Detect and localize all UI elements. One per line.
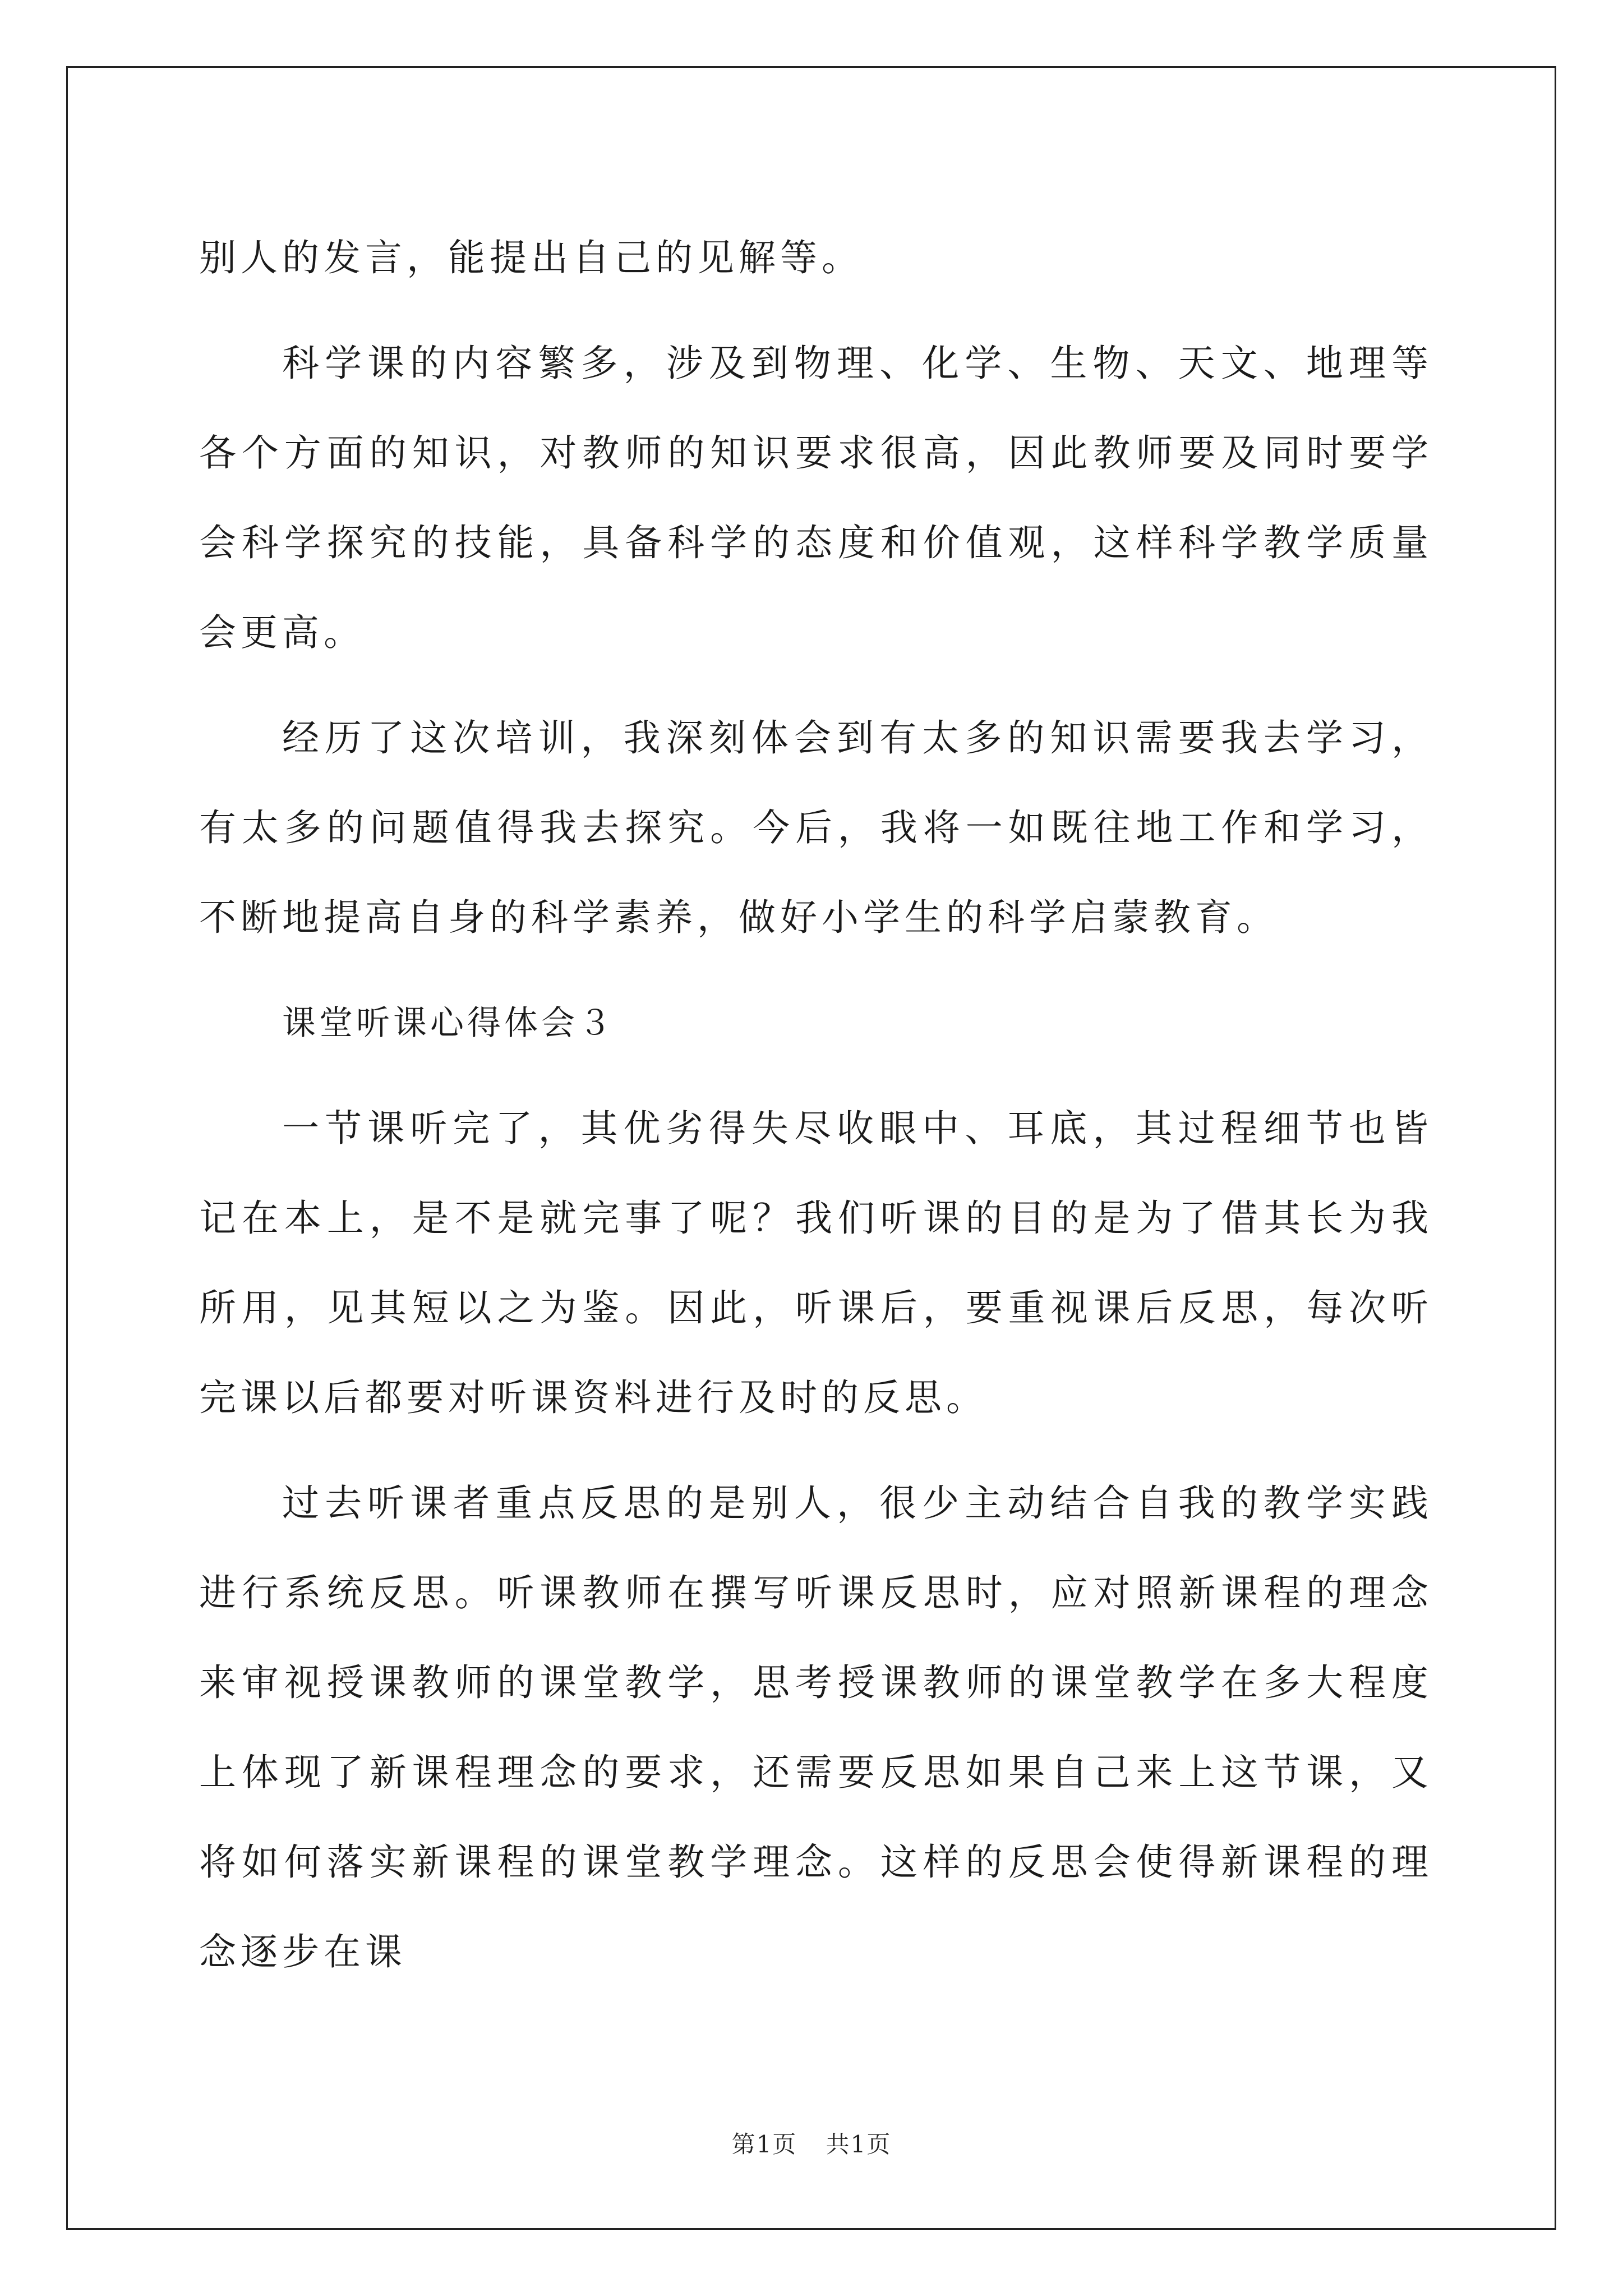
paragraph: 科学课的内容繁多，涉及到物理、化学、生物、天文、地理等各个方面的知识，对教师的知识要求很高，因此教师要及同时要学会科学探究的技能，具备科学的态度和价值观，这样科学教学质量会更高。	[199, 342, 1433, 654]
paragraph: 过去听课者重点反思的是别人，很少主动结合自我的教学实践进行系统反思。听课教师在撰写听课反思时，应对照新课程的理念来审视授课教师的课堂教学，思考授课教师的课堂教学在多大程度上体现了新课程理念的要求，还需要反思如果自己来上这节课，又将如何落实新课程的课堂教学理念。这样的反思会使得新课程的理念逐步在课	[199, 1481, 1433, 1973]
page-number-total: 共1页	[826, 2131, 892, 2158]
paragraph-continuation: 别人的发言，能提出自己的见解等。	[199, 236, 863, 279]
paragraph: 一节课听完了，其优劣得失尽收眼中、耳底，其过程细节也皆记在本上，是不是就完事了呢？我们听课的目的是为了借其长为我所用，见其短以之为鉴。因此，听课后，要重视课后反思，每次听完课以后都要对听课资料进行及时的反思。	[199, 1107, 1433, 1419]
page-footer	[0, 2126, 1623, 2160]
document-body	[199, 213, 1433, 2013]
page-number-current: 第1页	[731, 2131, 797, 2158]
section-heading: 课堂听课心得体会３	[282, 1004, 615, 1043]
paragraph: 经历了这次培训，我深刻体会到有太多的知识需要我去学习，有太多的问题值得我去探究。今后，我将一如既往地工作和学习，不断地提高自身的科学素养，做好小学生的科学启蒙教育。	[199, 716, 1433, 939]
